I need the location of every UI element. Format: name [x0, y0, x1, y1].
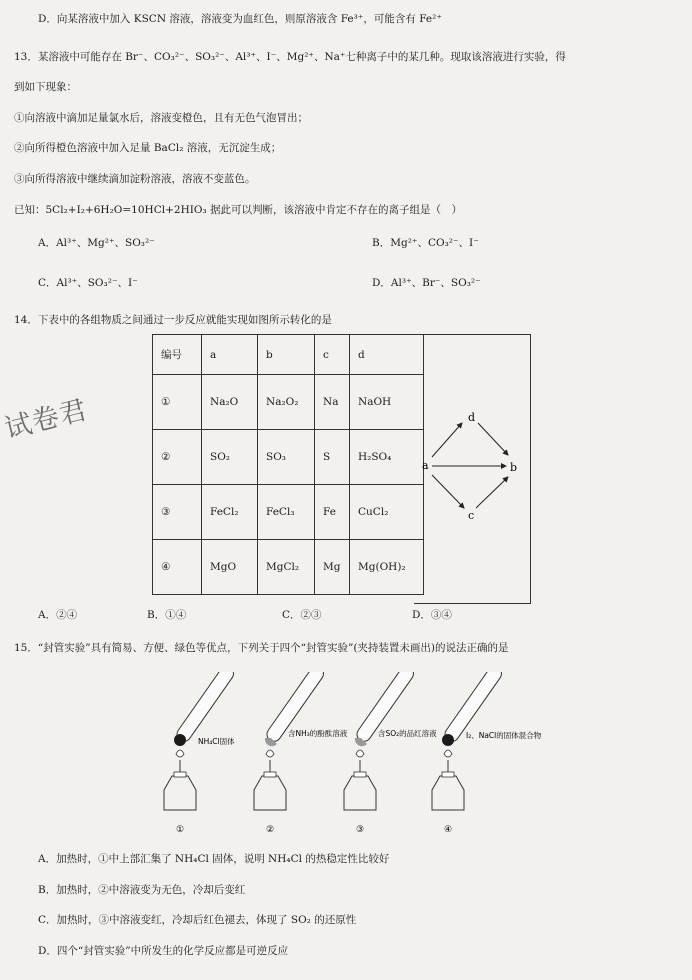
- table-cell: Mg(OH)₂: [350, 540, 424, 595]
- watermark: 试卷君: [1, 394, 91, 445]
- q15-stem: 15．“封管实验”具有简易、方便、绿色等优点，下列关于四个“封管实验”(夹持装置未画出)的说法正确的是: [14, 642, 509, 654]
- table-cell: ④: [153, 540, 202, 595]
- table-cell: FeCl₂: [202, 485, 258, 540]
- arrow-d-to-b: [478, 423, 508, 455]
- tube-label: I₂、NaCl的固体混合物: [466, 731, 542, 740]
- q13-option-d: D．Al³⁺、Br⁻、SO₃²⁻: [372, 277, 481, 289]
- table-cell: NaOH: [350, 375, 424, 430]
- table-cell: SO₂: [202, 430, 258, 485]
- table-cell: MgCl₂: [258, 540, 315, 595]
- q13-stem-line1: 13．某溶液中可能存在 Br⁻、CO₃²⁻、SO₃²⁻、Al³⁺、I⁻、Mg²⁺、Na⁺七种离子中的某几种。现取该溶液进行实验，得: [14, 51, 566, 63]
- tube-label: 含NH₃的酚酞溶液: [288, 729, 348, 738]
- header-cell: c: [315, 335, 350, 375]
- node-d: d: [468, 411, 476, 424]
- q12-option-d: D．向某溶液中加入 KSCN 溶液，溶液变为血红色，则原溶液含 Fe³⁺，可能含有 Fe²⁺: [38, 13, 442, 25]
- q14-option-d: D．③④: [412, 609, 452, 621]
- table-header-row: [153, 335, 424, 375]
- q13-step2: ②向所得橙色溶液中加入足量 BaCl₂ 溶液，无沉淀生成；: [14, 142, 282, 154]
- q13-step1: ①向溶液中滴加足量氯水后，溶液变橙色，且有无色气泡冒出；: [14, 112, 308, 124]
- table-cell: Fe: [315, 485, 350, 540]
- node-b: b: [510, 461, 518, 474]
- table-cell: FeCl₃: [258, 485, 315, 540]
- q14-stem: 14．下表中的各组物质之间通过一步反应就能实现如图所示转化的是: [14, 314, 332, 326]
- q13-option-b: B．Mg²⁺、CO₃²⁻、I⁻: [372, 237, 479, 249]
- q13-step3: ③向所得溶液中继续滴加淀粉溶液，溶液不变蓝色。: [14, 173, 256, 185]
- conversion-diagram-cell: [414, 334, 531, 604]
- node-c: c: [468, 509, 475, 522]
- q15-option-d: D．四个“封管实验”中所发生的化学反应都是可逆反应: [38, 945, 289, 957]
- table-cell: Na₂O: [202, 375, 258, 430]
- table-cell: ①: [153, 375, 202, 430]
- table-row: [153, 430, 424, 485]
- tube-setup-4: [432, 672, 542, 835]
- header-cell: b: [258, 335, 315, 375]
- header-cell: d: [350, 335, 424, 375]
- table-cell: ③: [153, 485, 202, 540]
- tube-number: ②: [266, 825, 275, 835]
- q13-stem-line2: 到如下现象：: [14, 81, 77, 93]
- table-cell: Na: [315, 375, 350, 430]
- table-cell: ②: [153, 430, 202, 485]
- tube-number: ③: [356, 825, 365, 835]
- table-cell: Na₂O₂: [258, 375, 315, 430]
- table-row: [153, 375, 424, 430]
- q14-option-c: C．②③: [282, 609, 322, 621]
- table-cell: H₂SO₄: [350, 430, 424, 485]
- tube-number: ④: [444, 825, 453, 835]
- q14-option-b: B．①④: [147, 609, 187, 621]
- table-row: [153, 540, 424, 595]
- q15-option-a: A．加热时，①中上部汇集了 NH₄Cl 固体，说明 NH₄Cl 的热稳定性比较好: [38, 853, 390, 865]
- arrow-a-to-c: [432, 475, 464, 508]
- q14-option-a: A．②④: [38, 609, 78, 621]
- tube-setup-1: [164, 672, 236, 835]
- table-row: [153, 485, 424, 540]
- table-cell: MgO: [202, 540, 258, 595]
- tube-label: NH₄Cl固体: [198, 737, 235, 746]
- table-cell: S: [315, 430, 350, 485]
- tube-setup-3: [344, 672, 437, 835]
- tube-setup-2: [254, 672, 348, 835]
- tube-number: ①: [176, 825, 185, 835]
- arrow-c-to-b: [476, 477, 508, 508]
- q13-option-c: C．Al³⁺、SO₃²⁻、I⁻: [38, 277, 138, 289]
- table-cell: CuCl₂: [350, 485, 424, 540]
- sealed-tube-apparatus: [150, 672, 550, 842]
- q13-known-equation: 已知：5Cl₂+I₂+6H₂O=10HCl+2HIO₃ 据此可以判断，该溶液中肯定不存在的离子组是（ ）: [14, 204, 463, 216]
- arrow-a-to-d: [432, 423, 462, 457]
- node-a: a: [422, 459, 429, 472]
- q13-option-a: A．Al³⁺、Mg²⁺、SO₃²⁻: [38, 237, 155, 249]
- tube-label: 含SO₂的品红溶液: [378, 729, 437, 738]
- q15-option-c: C．加热时，③中溶液变红，冷却后红色褪去，体现了 SO₂ 的还原性: [38, 914, 357, 926]
- header-cell: 编号: [153, 335, 202, 375]
- table-cell: SO₃: [258, 430, 315, 485]
- q14-table: [152, 334, 424, 595]
- conversion-diagram: [414, 335, 530, 603]
- header-cell: a: [202, 335, 258, 375]
- table-cell: Mg: [315, 540, 350, 595]
- q15-option-b: B．加热时，②中溶液变为无色，冷却后变红: [38, 884, 246, 896]
